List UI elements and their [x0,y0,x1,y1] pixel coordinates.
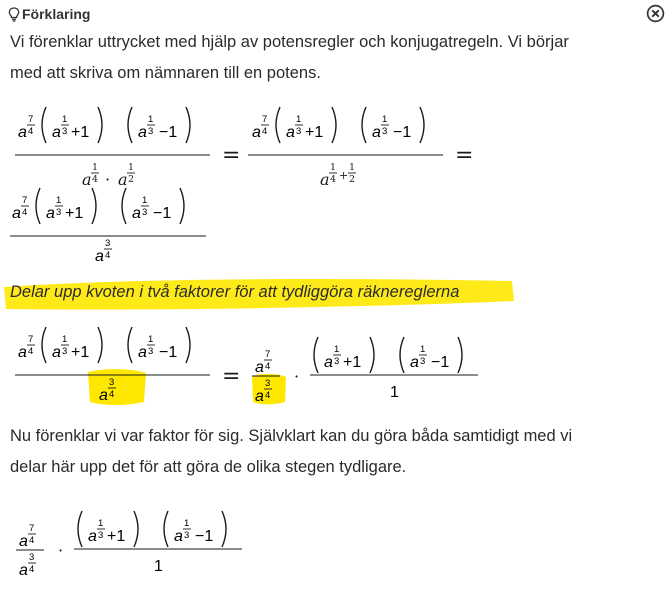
svg-text:=: = [222,364,241,389]
svg-text:+: + [339,169,349,182]
explanation-header [8,4,90,24]
svg-text:4: 4 [92,174,99,185]
highlight-note: Delar upp kvoten i två faktorer för att tydliggöra räknereglerna [10,283,460,301]
svg-text:·: · [105,170,111,189]
svg-text:1: 1 [128,162,135,173]
svg-text:a: a [320,170,330,189]
svg-text:·: · [58,541,64,560]
svg-text:=: = [222,143,241,168]
explanation-title: Förklaring [22,6,91,22]
outro-line-2: delar här upp det för att göra de olika stegen tydligare. [10,458,407,476]
svg-text:·: · [294,367,300,386]
fraction-combined [15,327,210,404]
fraction-split [252,337,478,405]
intro-line-2: med att skriva om nämnaren till en potens. [10,64,321,82]
outro-paragraph [10,421,660,483]
equation-step-1 [0,100,500,195]
close-icon[interactable] [646,4,665,23]
equation-step-3 [0,500,300,595]
svg-text:=: = [455,143,474,168]
svg-text:2: 2 [128,174,135,185]
equation-step-1-result [0,185,260,270]
fraction-original [15,107,210,189]
intro-paragraph [10,27,660,89]
svg-text:a: a [118,170,128,189]
equation-step-2 [0,320,500,415]
svg-text:1: 1 [330,162,337,173]
svg-text:1: 1 [349,162,356,173]
svg-text:2: 2 [349,174,356,185]
svg-text:1: 1 [92,162,99,173]
lightbulb-icon [8,7,20,22]
intro-line-1: Vi förenklar uttrycket med hjälp av potensregler och konjugatregeln. Vi börjar [10,33,569,51]
fraction-sum-exponent [248,107,443,189]
outro-line-1: Nu förenklar vi var faktor för sig. Självklart kan du göra båda samtidigt med vi [10,427,573,445]
svg-text:4: 4 [330,174,337,185]
svg-text:a: a [82,170,92,189]
